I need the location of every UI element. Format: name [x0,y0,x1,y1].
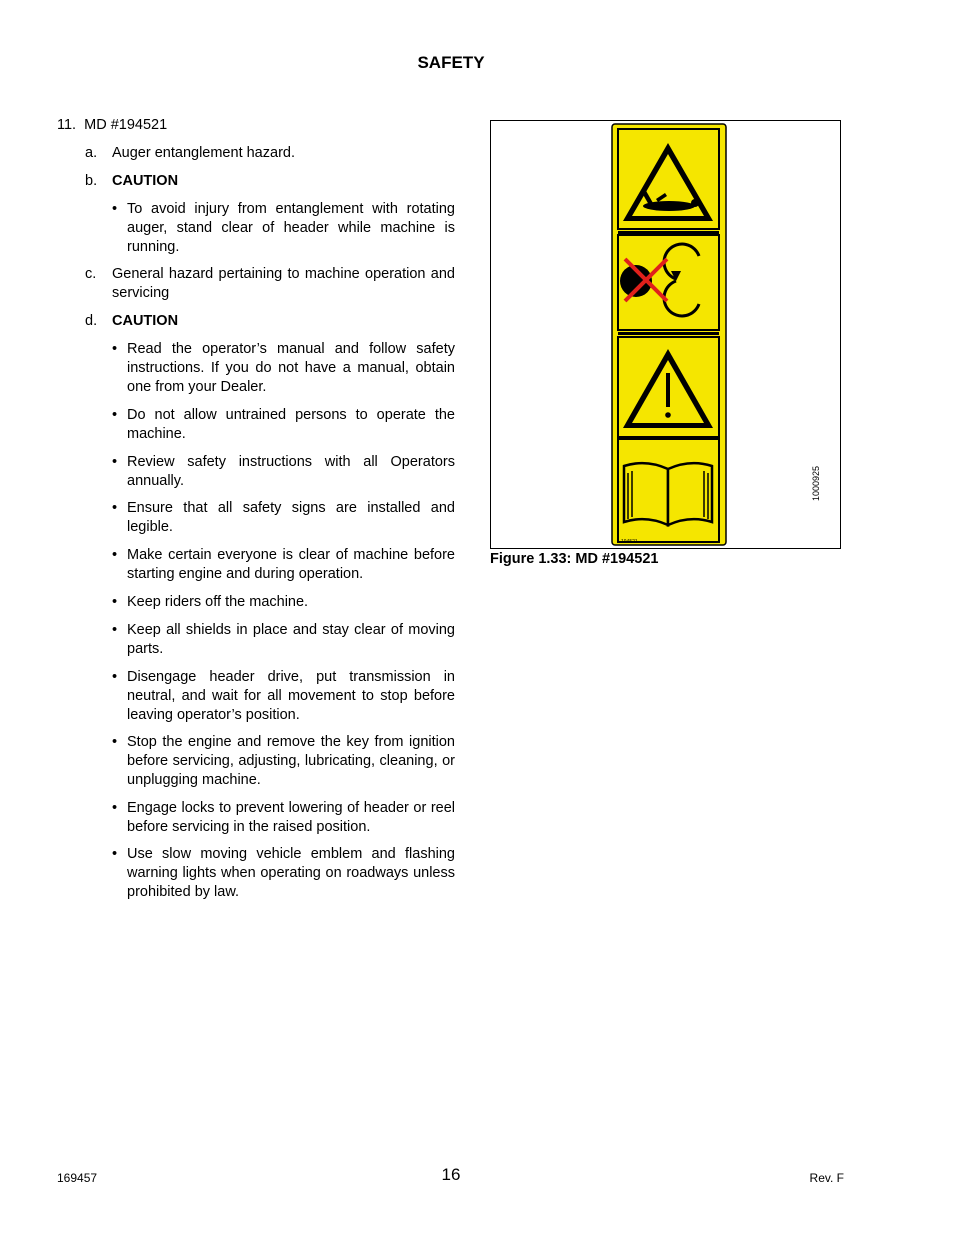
sub-item-c [85,265,455,303]
decal-number-text: 194521 [621,539,638,545]
caution-label: CAUTION [112,313,179,329]
bullet-icon: • [112,454,118,470]
bullet-text: Read the operator’s manual and follow safety instructions. If you do not have a manual, obtain one from your Dealer. [127,341,455,395]
bullet-text: Keep riders off the machine. [127,594,309,610]
page-number: 16 [441,1165,461,1184]
doc-number: 169457 [57,1171,98,1185]
safety-decal [491,121,840,548]
sub-letter: b. [85,173,98,189]
bullet-item [112,845,455,902]
item-number: 11. [57,117,77,133]
bullet-icon: • [112,734,118,750]
bullet-item [112,799,455,837]
sub-item-d [85,312,455,331]
bullet-icon: • [112,846,118,862]
bullet-item [112,340,455,397]
sub-item-b [85,172,455,191]
bullet-text: Engage locks to prevent lowering of header or reel before servicing in the raised position. [127,800,455,835]
item-heading [57,116,167,135]
bullet-item [112,200,455,257]
figure-caption: Figure 1.33: MD #194521 [490,551,659,567]
bullet-item [112,406,455,444]
page-title: SAFETY [417,53,485,72]
bullet-icon: • [112,594,118,610]
sub-text: General hazard pertaining to machine operation and servicing [112,266,455,301]
item-title: MD #194521 [84,117,168,133]
bullet-icon: • [112,669,118,685]
bullet-item [112,621,455,659]
sub-letter: a. [85,145,98,161]
sub-item-a [85,144,455,163]
bullet-item [112,546,455,584]
figure-code: 1000925 [811,465,821,501]
bullet-icon: • [112,800,118,816]
bullet-text: Stop the engine and remove the key from ignition before servicing, adjusting, lubricating, cleaning, or unplugging machine. [127,734,455,788]
bullet-icon: • [112,622,118,638]
bullet-item [112,593,455,612]
bullet-icon: • [112,201,118,217]
bullet-text: To avoid injury from entanglement with rotating auger, stand clear of header while machine is running. [127,201,455,255]
caution-label: CAUTION [112,173,179,189]
bullet-icon: • [112,547,118,563]
bullet-text: Use slow moving vehicle emblem and flashing warning lights when operating on roadways unless prohibited by law. [127,846,455,900]
bullet-item [112,453,455,491]
bullet-icon: • [112,500,118,516]
sub-letter: c. [85,266,97,282]
bullet-text: Do not allow untrained persons to operate the machine. [127,407,455,442]
bullet-icon: • [112,341,118,357]
revision-label: Rev. F [809,1171,844,1185]
bullet-text: Make certain everyone is clear of machine before starting engine and during operation. [127,547,455,582]
bullet-item [112,668,455,725]
bullet-item [112,733,455,790]
sub-text: Auger entanglement hazard. [112,145,295,161]
operator-manual-icon [624,463,712,525]
bullet-icon: • [112,407,118,423]
sub-letter: d. [85,313,98,329]
figure-box [490,120,841,549]
bullet-item [112,499,455,537]
bullet-text: Disengage header drive, put transmission in neutral, and wait for all movement to stop before leaving operator’s position. [127,669,455,723]
bullet-text: Keep all shields in place and stay clear of moving parts. [127,622,455,657]
bullet-text: Ensure that all safety signs are installed and legible. [127,500,455,535]
bullet-text: Review safety instructions with all Operators annually. [127,454,455,489]
